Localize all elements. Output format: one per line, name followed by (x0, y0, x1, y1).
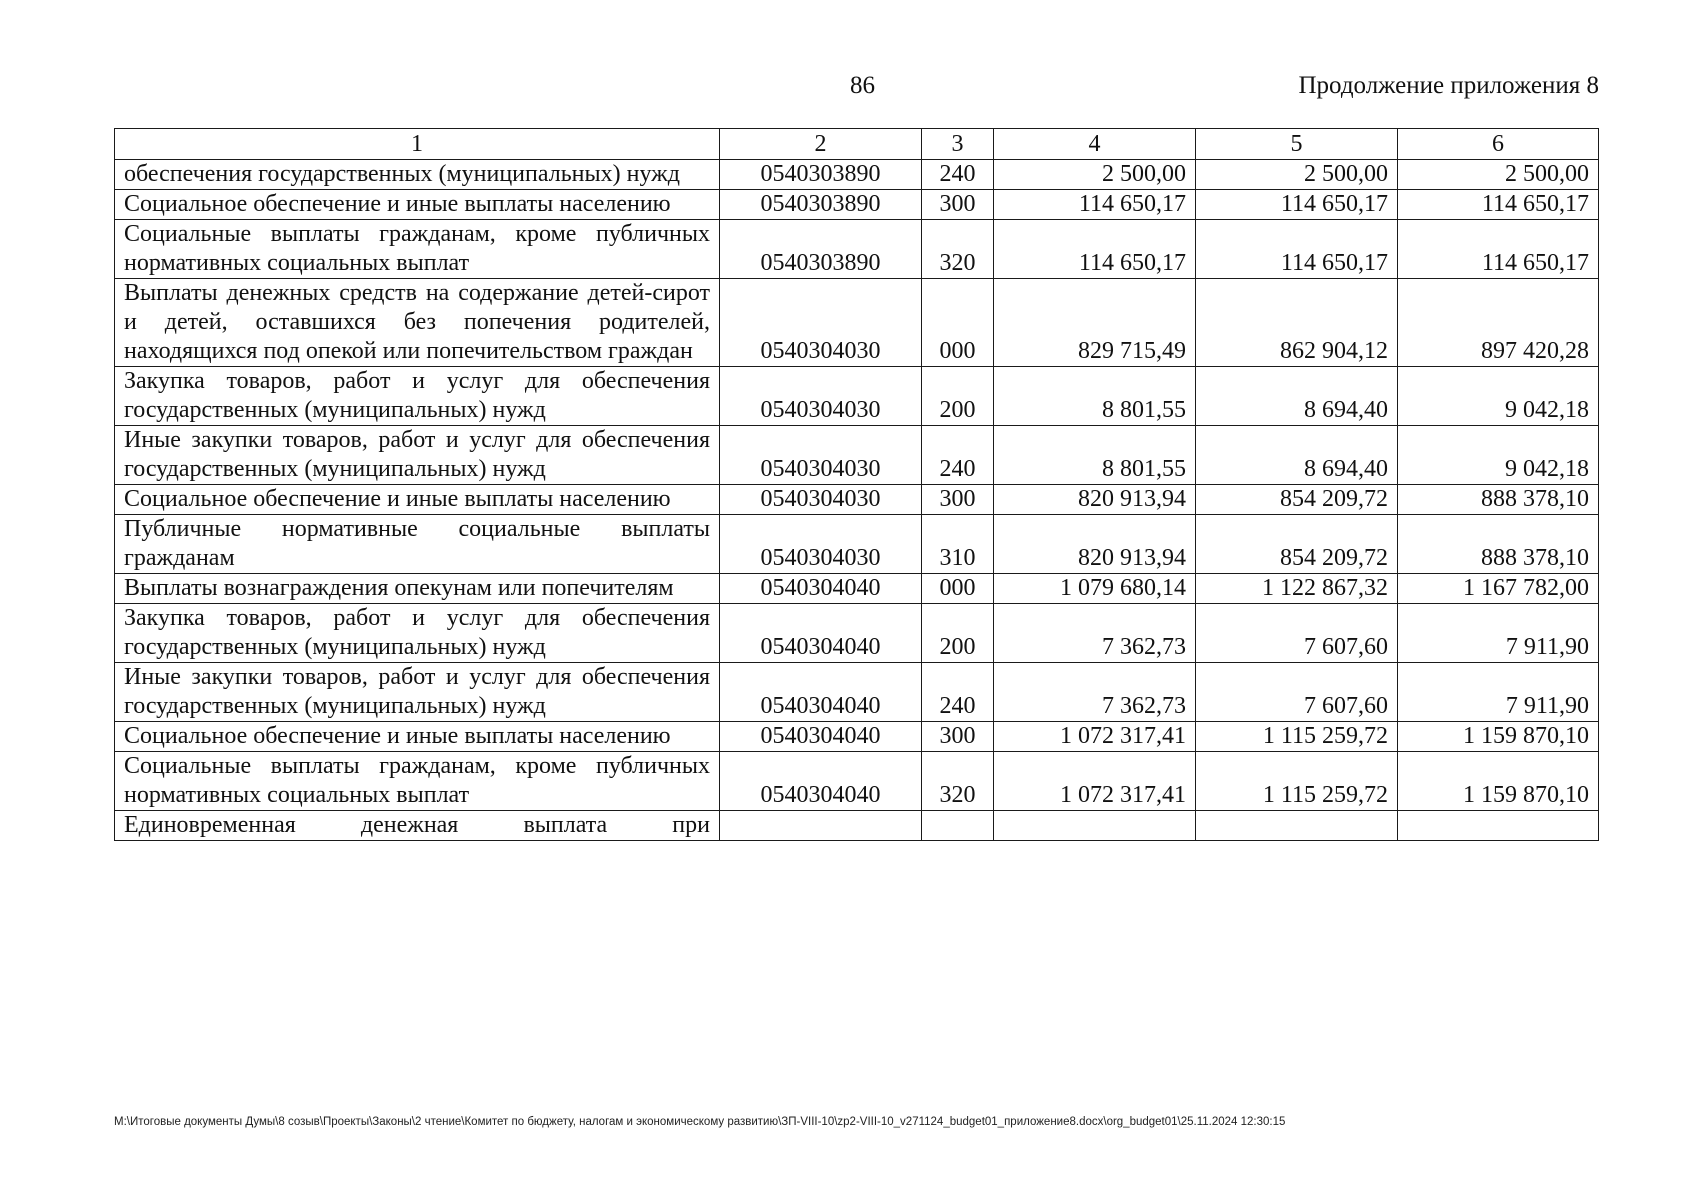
row-name-cell: Выплаты денежных средств на содержание детей-сирот и детей, оставшихся без попечения родителей, находящихся под опекой или попечительством граждан (115, 279, 720, 367)
table-row (115, 574, 1599, 604)
row-amount-cell-4: 1 072 317,41 (994, 752, 1196, 811)
row-code-cell: 0540304040 (720, 604, 922, 663)
row-expense-type-cell: 300 (922, 190, 994, 220)
column-header-3: 3 (922, 129, 994, 160)
row-amount-cell-4: 8 801,55 (994, 367, 1196, 426)
file-path-footer: M:\Итоговые документы Думы\8 созыв\Проекты\Законы\2 чтение\Комитет по бюджету, налогам и экономическому развитию\ЗП-VIII-10\zp2-VIII-10_v271124_budget01_приложение8.docx\org_budget01\25.11.2024 12:30:15 (114, 1116, 1286, 1128)
row-amount-cell-6: 2 500,00 (1398, 160, 1599, 190)
row-amount-cell-4: 820 913,94 (994, 515, 1196, 574)
row-code-cell: 0540303890 (720, 190, 922, 220)
table-row (115, 190, 1599, 220)
column-header-6: 6 (1398, 129, 1599, 160)
row-name-cell: Выплаты вознаграждения опекунам или попечителям (115, 574, 720, 604)
row-expense-type-cell: 300 (922, 722, 994, 752)
row-name-cell: Социальное обеспечение и иные выплаты населению (115, 485, 720, 515)
row-amount-cell-5: 114 650,17 (1196, 220, 1398, 279)
row-amount-cell-4: 8 801,55 (994, 426, 1196, 485)
row-expense-type-cell: 200 (922, 604, 994, 663)
table-body (115, 160, 1599, 841)
row-amount-cell-6: 888 378,10 (1398, 485, 1599, 515)
row-code-cell: 0540304040 (720, 722, 922, 752)
table-row (115, 279, 1599, 367)
column-header-1: 1 (115, 129, 720, 160)
row-expense-type-cell: 240 (922, 663, 994, 722)
row-amount-cell-6: 7 911,90 (1398, 663, 1599, 722)
row-amount-cell-6: 1 159 870,10 (1398, 722, 1599, 752)
row-amount-cell-5: 7 607,60 (1196, 663, 1398, 722)
row-amount-cell-4: 7 362,73 (994, 663, 1196, 722)
row-amount-cell-5: 854 209,72 (1196, 485, 1398, 515)
row-amount-cell-4: 1 079 680,14 (994, 574, 1196, 604)
table-row (115, 485, 1599, 515)
table-row (115, 752, 1599, 811)
header-row (115, 129, 1599, 160)
row-amount-cell-4: 829 715,49 (994, 279, 1196, 367)
table-header (115, 129, 1599, 160)
row-expense-type-cell: 320 (922, 752, 994, 811)
row-amount-cell-4 (994, 811, 1196, 841)
row-name-cell: Социальное обеспечение и иные выплаты населению (115, 190, 720, 220)
table-row (115, 811, 1599, 841)
row-amount-cell-6: 114 650,17 (1398, 220, 1599, 279)
column-header-4: 4 (994, 129, 1196, 160)
row-amount-cell-4: 820 913,94 (994, 485, 1196, 515)
row-amount-cell-6: 7 911,90 (1398, 604, 1599, 663)
row-code-cell: 0540304030 (720, 279, 922, 367)
row-amount-cell-5: 114 650,17 (1196, 190, 1398, 220)
row-expense-type-cell (922, 811, 994, 841)
row-amount-cell-5: 8 694,40 (1196, 426, 1398, 485)
row-expense-type-cell: 000 (922, 279, 994, 367)
row-code-cell: 0540303890 (720, 220, 922, 279)
row-amount-cell-5: 1 115 259,72 (1196, 752, 1398, 811)
row-amount-cell-4: 2 500,00 (994, 160, 1196, 190)
row-code-cell: 0540303890 (720, 160, 922, 190)
row-code-cell: 0540304030 (720, 485, 922, 515)
row-code-cell: 0540304030 (720, 515, 922, 574)
row-amount-cell-5: 7 607,60 (1196, 604, 1398, 663)
row-expense-type-cell: 240 (922, 426, 994, 485)
row-name-cell: Социальные выплаты гражданам, кроме публичных нормативных социальных выплат (115, 752, 720, 811)
row-name-cell: Иные закупки товаров, работ и услуг для обеспечения государственных (муниципальных) нужд (115, 663, 720, 722)
row-amount-cell-6: 888 378,10 (1398, 515, 1599, 574)
table-row (115, 515, 1599, 574)
row-name-cell: Закупка товаров, работ и услуг для обеспечения государственных (муниципальных) нужд (115, 604, 720, 663)
row-amount-cell-5: 1 115 259,72 (1196, 722, 1398, 752)
row-name-cell: Иные закупки товаров, работ и услуг для обеспечения государственных (муниципальных) нужд (115, 426, 720, 485)
row-amount-cell-5: 862 904,12 (1196, 279, 1398, 367)
row-name-cell: Публичные нормативные социальные выплаты гражданам (115, 515, 720, 574)
row-amount-cell-5 (1196, 811, 1398, 841)
page-number: 86 (850, 72, 875, 99)
row-amount-cell-6: 114 650,17 (1398, 190, 1599, 220)
row-amount-cell-5: 2 500,00 (1196, 160, 1398, 190)
row-code-cell (720, 811, 922, 841)
row-name-cell: Единовременная денежная выплата при (115, 811, 720, 841)
row-code-cell: 0540304040 (720, 574, 922, 604)
row-amount-cell-4: 114 650,17 (994, 190, 1196, 220)
row-amount-cell-5: 854 209,72 (1196, 515, 1398, 574)
table-row (115, 367, 1599, 426)
budget-table (114, 128, 1599, 841)
row-amount-cell-5: 1 122 867,32 (1196, 574, 1398, 604)
row-code-cell: 0540304030 (720, 426, 922, 485)
table-row (115, 722, 1599, 752)
row-amount-cell-6: 9 042,18 (1398, 426, 1599, 485)
row-name-cell: Социальные выплаты гражданам, кроме публичных нормативных социальных выплат (115, 220, 720, 279)
column-header-5: 5 (1196, 129, 1398, 160)
row-name-cell: Социальное обеспечение и иные выплаты населению (115, 722, 720, 752)
row-amount-cell-6: 1 159 870,10 (1398, 752, 1599, 811)
column-header-2: 2 (720, 129, 922, 160)
table-row (115, 220, 1599, 279)
row-expense-type-cell: 310 (922, 515, 994, 574)
row-amount-cell-4: 7 362,73 (994, 604, 1196, 663)
table-row (115, 663, 1599, 722)
row-amount-cell-4: 114 650,17 (994, 220, 1196, 279)
row-expense-type-cell: 000 (922, 574, 994, 604)
row-expense-type-cell: 240 (922, 160, 994, 190)
table-row (115, 426, 1599, 485)
row-expense-type-cell: 300 (922, 485, 994, 515)
table-row (115, 604, 1599, 663)
row-code-cell: 0540304040 (720, 752, 922, 811)
row-expense-type-cell: 200 (922, 367, 994, 426)
row-amount-cell-6: 9 042,18 (1398, 367, 1599, 426)
row-amount-cell-6: 1 167 782,00 (1398, 574, 1599, 604)
row-code-cell: 0540304040 (720, 663, 922, 722)
row-amount-cell-4: 1 072 317,41 (994, 722, 1196, 752)
table-row (115, 160, 1599, 190)
row-amount-cell-6 (1398, 811, 1599, 841)
row-amount-cell-6: 897 420,28 (1398, 279, 1599, 367)
page-caption: Продолжение приложения 8 (1298, 72, 1599, 99)
row-name-cell: Закупка товаров, работ и услуг для обеспечения государственных (муниципальных) нужд (115, 367, 720, 426)
row-name-cell: обеспечения государственных (муниципальных) нужд (115, 160, 720, 190)
row-code-cell: 0540304030 (720, 367, 922, 426)
row-expense-type-cell: 320 (922, 220, 994, 279)
row-amount-cell-5: 8 694,40 (1196, 367, 1398, 426)
